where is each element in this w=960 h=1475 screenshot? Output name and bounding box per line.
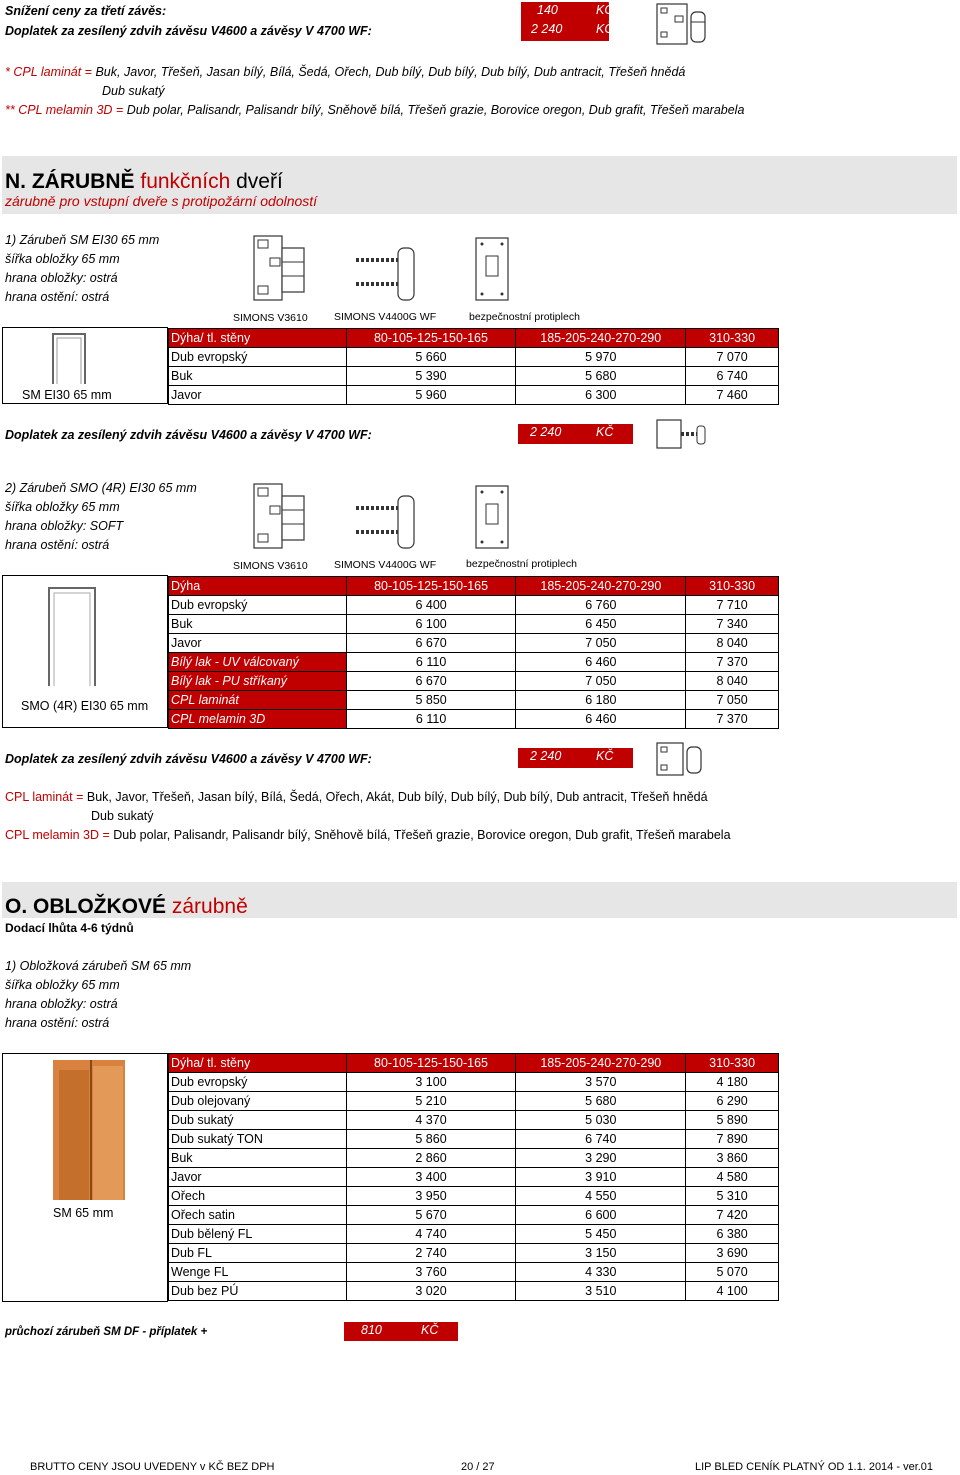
- price-cell: 5 680: [516, 367, 686, 386]
- price-cell: 7 050: [516, 634, 686, 653]
- price-cell: 5 890: [686, 1111, 779, 1130]
- item3-surcharge-price: 810: [361, 1323, 382, 1337]
- material-cell: Javor: [169, 634, 347, 653]
- section-o-delivery: Dodací lhůta 4-6 týdnů: [5, 921, 134, 935]
- item1-surcharge-label: Doplatek za zesílený zdvih závěsu V4600 a závěsy V 4700 WF:: [5, 428, 372, 442]
- price-cell: 6 740: [686, 367, 779, 386]
- material-cell: Dub FL: [169, 1244, 347, 1263]
- material-cell: Javor: [169, 386, 347, 405]
- table-row: [169, 1263, 779, 1282]
- table-row: [169, 1073, 779, 1092]
- item2-cpl-laminate-note-key: CPL laminát =: [5, 790, 84, 804]
- item2-spec-reveal: hrana ostění: ostrá: [5, 538, 110, 552]
- price-cell: 2 860: [346, 1149, 516, 1168]
- price-cell: 3 760: [346, 1263, 516, 1282]
- price-cell: 5 970: [516, 348, 686, 367]
- item1-frame-label: SM EI30 65 mm: [22, 388, 112, 402]
- header-cell: 80-105-125-150-165: [346, 1054, 516, 1073]
- material-cell: Dub sukatý: [169, 1111, 347, 1130]
- price-cell: 5 660: [346, 348, 516, 367]
- material-cell: Dub olejovaný: [169, 1092, 347, 1111]
- security-plate-icon: [472, 234, 512, 304]
- price-cell: 6 740: [516, 1130, 686, 1149]
- table-row: [169, 386, 779, 405]
- price-cell: 6 110: [346, 710, 516, 729]
- price-cell: 5 670: [346, 1206, 516, 1225]
- material-cell: Dub evropský: [169, 348, 347, 367]
- material-cell: Dub bez PÚ: [169, 1282, 347, 1301]
- price-cell: 7 370: [686, 653, 779, 672]
- header-cell: 185-205-240-270-290: [516, 1054, 686, 1073]
- item2-cpl-melamine-note: [5, 828, 731, 842]
- item3-surcharge-currency: KČ: [421, 1323, 439, 1337]
- price-cell: 3 150: [516, 1244, 686, 1263]
- material-cell: Javor: [169, 1168, 347, 1187]
- reduction-label: Snížení ceny za třetí závěs:: [5, 4, 167, 18]
- table-row: [169, 1225, 779, 1244]
- price-cell: 7 420: [686, 1206, 779, 1225]
- header-cell: 185-205-240-270-290: [516, 329, 686, 348]
- table-row: [169, 1206, 779, 1225]
- material-cell: Dub bělený FL: [169, 1225, 347, 1244]
- price-cell: 4 740: [346, 1225, 516, 1244]
- table-row: [169, 348, 779, 367]
- price-cell: 5 070: [686, 1263, 779, 1282]
- reduction-price-box: [521, 2, 614, 21]
- price-cell: 3 860: [686, 1149, 779, 1168]
- table-header-row: [169, 1054, 779, 1073]
- hinge-small-icon: [655, 418, 707, 450]
- item2-caption-v4400g: SIMONS V4400G WF: [334, 559, 437, 571]
- item2-surcharge-currency: KČ: [596, 749, 614, 763]
- price-cell: 5 450: [516, 1225, 686, 1244]
- table-row: [169, 634, 779, 653]
- price-cell: 7 460: [686, 386, 779, 405]
- table-row: [169, 1149, 779, 1168]
- price-cell: 6 450: [516, 615, 686, 634]
- footer-page-number: 20 / 27: [461, 1461, 495, 1473]
- price-cell: 4 180: [686, 1073, 779, 1092]
- item1-title: 1) Zárubeň SM EI30 65 mm: [5, 233, 160, 247]
- item1-surcharge-box: [518, 424, 633, 444]
- price-cell: 3 690: [686, 1244, 779, 1263]
- item1-spec-width: šířka obložky 65 mm: [5, 252, 120, 266]
- price-cell: 3 290: [516, 1149, 686, 1168]
- price-cell: 5 960: [346, 386, 516, 405]
- price-cell: 6 670: [346, 634, 516, 653]
- header-cell: 80-105-125-150-165: [346, 329, 516, 348]
- table-row: [169, 1187, 779, 1206]
- price-cell: 7 070: [686, 348, 779, 367]
- section-n-letter: N.: [5, 170, 26, 193]
- price-cell: 7 050: [686, 691, 779, 710]
- table-row: [169, 1130, 779, 1149]
- frame-sm-65-icon: [49, 1056, 129, 1202]
- price-cell: 5 030: [516, 1111, 686, 1130]
- section-o-word1: OBLOŽKOVÉ: [33, 895, 167, 918]
- item3-spec-width: šířka obložky 65 mm: [5, 978, 120, 992]
- price-cell: 4 100: [686, 1282, 779, 1301]
- price-cell: 7 340: [686, 615, 779, 634]
- item3-surcharge-box: [344, 1322, 458, 1341]
- hinge-surcharge-price-box: [521, 21, 614, 41]
- cpl-laminate-note-key: * CPL laminát =: [5, 65, 92, 79]
- item2-cpl-laminate-note-value: Buk, Javor, Třešeň, Jasan bílý, Bílá, Šedá, Ořech, Akát, Dub bílý, Dub bílý, Dub bílý, Dub antracit, Třešeň hnědá: [86, 790, 708, 804]
- header-cell: 310-330: [686, 1054, 779, 1073]
- item2-cpl-laminate-note: [5, 790, 708, 804]
- price-cell: 3 510: [516, 1282, 686, 1301]
- header-cell: 310-330: [686, 329, 779, 348]
- material-cell: Buk: [169, 367, 347, 386]
- hinge-plate-icon: [655, 741, 709, 777]
- table-row: [169, 653, 779, 672]
- price-cell: 6 380: [686, 1225, 779, 1244]
- price-cell: 4 550: [516, 1187, 686, 1206]
- table-row: [169, 1168, 779, 1187]
- table-row: [169, 596, 779, 615]
- hinge-v3610-icon: [250, 232, 310, 304]
- table-row: [169, 672, 779, 691]
- price-cell: 7 370: [686, 710, 779, 729]
- table-header-row: [169, 329, 779, 348]
- security-plate-icon: [472, 482, 512, 552]
- price-cell: 4 330: [516, 1263, 686, 1282]
- material-cell: Dub evropský: [169, 596, 347, 615]
- item1-frame-cell: [2, 327, 168, 404]
- item1-surcharge-currency: KČ: [596, 425, 614, 439]
- item2-spec-edge: hrana obložky: SOFT: [5, 519, 124, 533]
- footer-left: BRUTTO CENY JSOU UVEDENY v KČ BEZ DPH: [30, 1461, 275, 1473]
- table-header-row: [169, 577, 779, 596]
- frame-smo-4r-icon: [45, 584, 99, 688]
- header-cell: Dýha/ tl. stěny: [169, 329, 347, 348]
- price-cell: 7 050: [516, 672, 686, 691]
- price-cell: 3 910: [516, 1168, 686, 1187]
- material-cell: Buk: [169, 1149, 347, 1168]
- price-cell: 6 180: [516, 691, 686, 710]
- material-cell: Wenge FL: [169, 1263, 347, 1282]
- price-cell: 6 460: [516, 653, 686, 672]
- item1-caption-v4400g: SIMONS V4400G WF: [334, 311, 437, 323]
- price-cell: 4 370: [346, 1111, 516, 1130]
- section-n-word1: ZÁRUBNĚ: [31, 170, 135, 193]
- item2-spec-width: šířka obložky 65 mm: [5, 500, 120, 514]
- item3-spec-reveal: hrana ostění: ostrá: [5, 1016, 110, 1030]
- material-cell: CPL laminát: [169, 691, 347, 710]
- material-cell: Ořech: [169, 1187, 347, 1206]
- table-row: [169, 1244, 779, 1263]
- item1-spec-edge: hrana obložky: ostrá: [5, 271, 118, 285]
- material-cell: Ořech satin: [169, 1206, 347, 1225]
- price-cell: 2 740: [346, 1244, 516, 1263]
- hinge-surcharge-currency: KČ: [596, 22, 614, 36]
- material-cell: CPL melamin 3D: [169, 710, 347, 729]
- price-cell: 6 100: [346, 615, 516, 634]
- price-cell: 3 570: [516, 1073, 686, 1092]
- material-cell: Dub evropský: [169, 1073, 347, 1092]
- table-row: [169, 367, 779, 386]
- item2-price-table: [168, 576, 779, 729]
- hinge-v4400g-icon: [352, 492, 420, 552]
- reduction-currency: KČ: [596, 3, 614, 17]
- reduction-price: 140: [537, 3, 558, 17]
- table-row: [169, 1282, 779, 1301]
- header-cell: Dýha/ tl. stěny: [169, 1054, 347, 1073]
- price-cell: 6 290: [686, 1092, 779, 1111]
- section-o-word2: zárubně: [171, 895, 248, 918]
- item3-surcharge-label: průchozí zárubeň SM DF - příplatek +: [5, 1326, 208, 1338]
- table-row: [169, 691, 779, 710]
- table-row: [169, 710, 779, 729]
- item2-surcharge-label: Doplatek za zesílený zdvih závěsu V4600 a závěsy V 4700 WF:: [5, 752, 372, 766]
- section-n-subtitle: zárubně pro vstupní dveře s protipožární odolností: [5, 193, 318, 209]
- section-n-title: [5, 170, 283, 194]
- cpl-laminate-note-cont: Dub sukatý: [102, 84, 165, 98]
- header-cell: 185-205-240-270-290: [516, 577, 686, 596]
- item2-frame-label: SMO (4R) EI30 65 mm: [21, 699, 149, 713]
- hinge-v3610-icon: [250, 480, 310, 552]
- cpl-laminate-note: [5, 65, 685, 79]
- section-o-title: [5, 895, 248, 919]
- item1-price-table: [168, 328, 779, 405]
- item3-price-table: [168, 1053, 779, 1301]
- item2-surcharge-price: 2 240: [530, 749, 562, 763]
- table-row: [169, 615, 779, 634]
- price-cell: 5 680: [516, 1092, 686, 1111]
- price-cell: 5 210: [346, 1092, 516, 1111]
- price-cell: 4 580: [686, 1168, 779, 1187]
- price-cell: 6 110: [346, 653, 516, 672]
- material-cell: Bílý lak - PU stříkaný: [169, 672, 347, 691]
- item2-cpl-laminate-note-cont: Dub sukatý: [91, 809, 154, 823]
- price-cell: 8 040: [686, 634, 779, 653]
- price-cell: 5 860: [346, 1130, 516, 1149]
- cpl-laminate-note-value: Buk, Javor, Třešeň, Jasan bílý, Bílá, Šedá, Ořech, Dub bílý, Dub bílý, Dub bílý, Dub antracit, Třešeň hnědá: [95, 65, 686, 79]
- item2-cpl-melamine-note-value: Dub polar, Palisandr, Palisandr bílý, Sněhově bílá, Třešeň grazie, Borovice oregon, Dub grafit, Třešeň marabela: [113, 828, 731, 842]
- price-cell: 3 020: [346, 1282, 516, 1301]
- header-cell: 310-330: [686, 577, 779, 596]
- item3-title: 1) Obložková zárubeň SM 65 mm: [5, 959, 192, 973]
- frame-sm-ei30-icon: [49, 330, 89, 386]
- section-o-letter: O.: [5, 895, 28, 918]
- price-cell: 6 760: [516, 596, 686, 615]
- item3-frame-cell: [2, 1053, 168, 1302]
- item1-caption-v3610: SIMONS V3610: [233, 312, 308, 324]
- price-cell: 7 710: [686, 596, 779, 615]
- material-cell: Buk: [169, 615, 347, 634]
- price-cell: 6 600: [516, 1206, 686, 1225]
- price-cell: 3 400: [346, 1168, 516, 1187]
- item2-frame-cell: [2, 575, 168, 728]
- item1-spec-reveal: hrana ostění: ostrá: [5, 290, 110, 304]
- item3-frame-label: SM 65 mm: [53, 1206, 114, 1220]
- item2-caption-v3610: SIMONS V3610: [233, 560, 308, 572]
- price-cell: 3 950: [346, 1187, 516, 1206]
- price-cell: 6 670: [346, 672, 516, 691]
- item2-caption-plate: bezpečnostní protiplech: [466, 558, 577, 570]
- item2-title: 2) Zárubeň SMO (4R) EI30 65 mm: [5, 481, 197, 495]
- price-cell: 6 400: [346, 596, 516, 615]
- price-cell: 6 300: [516, 386, 686, 405]
- item2-surcharge-box: [518, 748, 633, 768]
- material-cell: Dub sukatý TON: [169, 1130, 347, 1149]
- cpl-melamine-note: [5, 103, 744, 117]
- price-cell: 5 850: [346, 691, 516, 710]
- price-cell: 6 460: [516, 710, 686, 729]
- hinge-surcharge-label: Doplatek za zesílený zdvih závěsu V4600 a závěsy V 4700 WF:: [5, 24, 372, 38]
- section-n-word3: dveří: [236, 170, 283, 193]
- price-cell: 3 100: [346, 1073, 516, 1092]
- footer-right: LIP BLED CENÍK PLATNÝ OD 1.1. 2014 - ver.01: [695, 1461, 934, 1473]
- header-cell: Dýha: [169, 577, 347, 596]
- item1-surcharge-price: 2 240: [530, 425, 562, 439]
- table-row: [169, 1111, 779, 1130]
- price-cell: 8 040: [686, 672, 779, 691]
- cpl-melamine-note-value: Dub polar, Palisandr, Palisandr bílý, Sněhově bílá, Třešeň grazie, Borovice oregon, Dub grafit, Třešeň marabela: [126, 103, 745, 117]
- hinge-plate-icon: [655, 2, 711, 46]
- item3-spec-edge: hrana obložky: ostrá: [5, 997, 118, 1011]
- hinge-v4400g-icon: [352, 244, 420, 304]
- hinge-surcharge-price: 2 240: [531, 22, 563, 36]
- price-cell: 5 310: [686, 1187, 779, 1206]
- price-cell: 7 890: [686, 1130, 779, 1149]
- section-n-word2: funkčních: [140, 170, 231, 193]
- table-row: [169, 1092, 779, 1111]
- price-cell: 5 390: [346, 367, 516, 386]
- header-cell: 80-105-125-150-165: [346, 577, 516, 596]
- item2-cpl-melamine-note-key: CPL melamin 3D =: [5, 828, 110, 842]
- cpl-melamine-note-key: ** CPL melamin 3D =: [5, 103, 124, 117]
- material-cell: Bílý lak - UV válcovaný: [169, 653, 347, 672]
- item1-caption-plate: bezpečnostní protiplech: [469, 311, 580, 323]
